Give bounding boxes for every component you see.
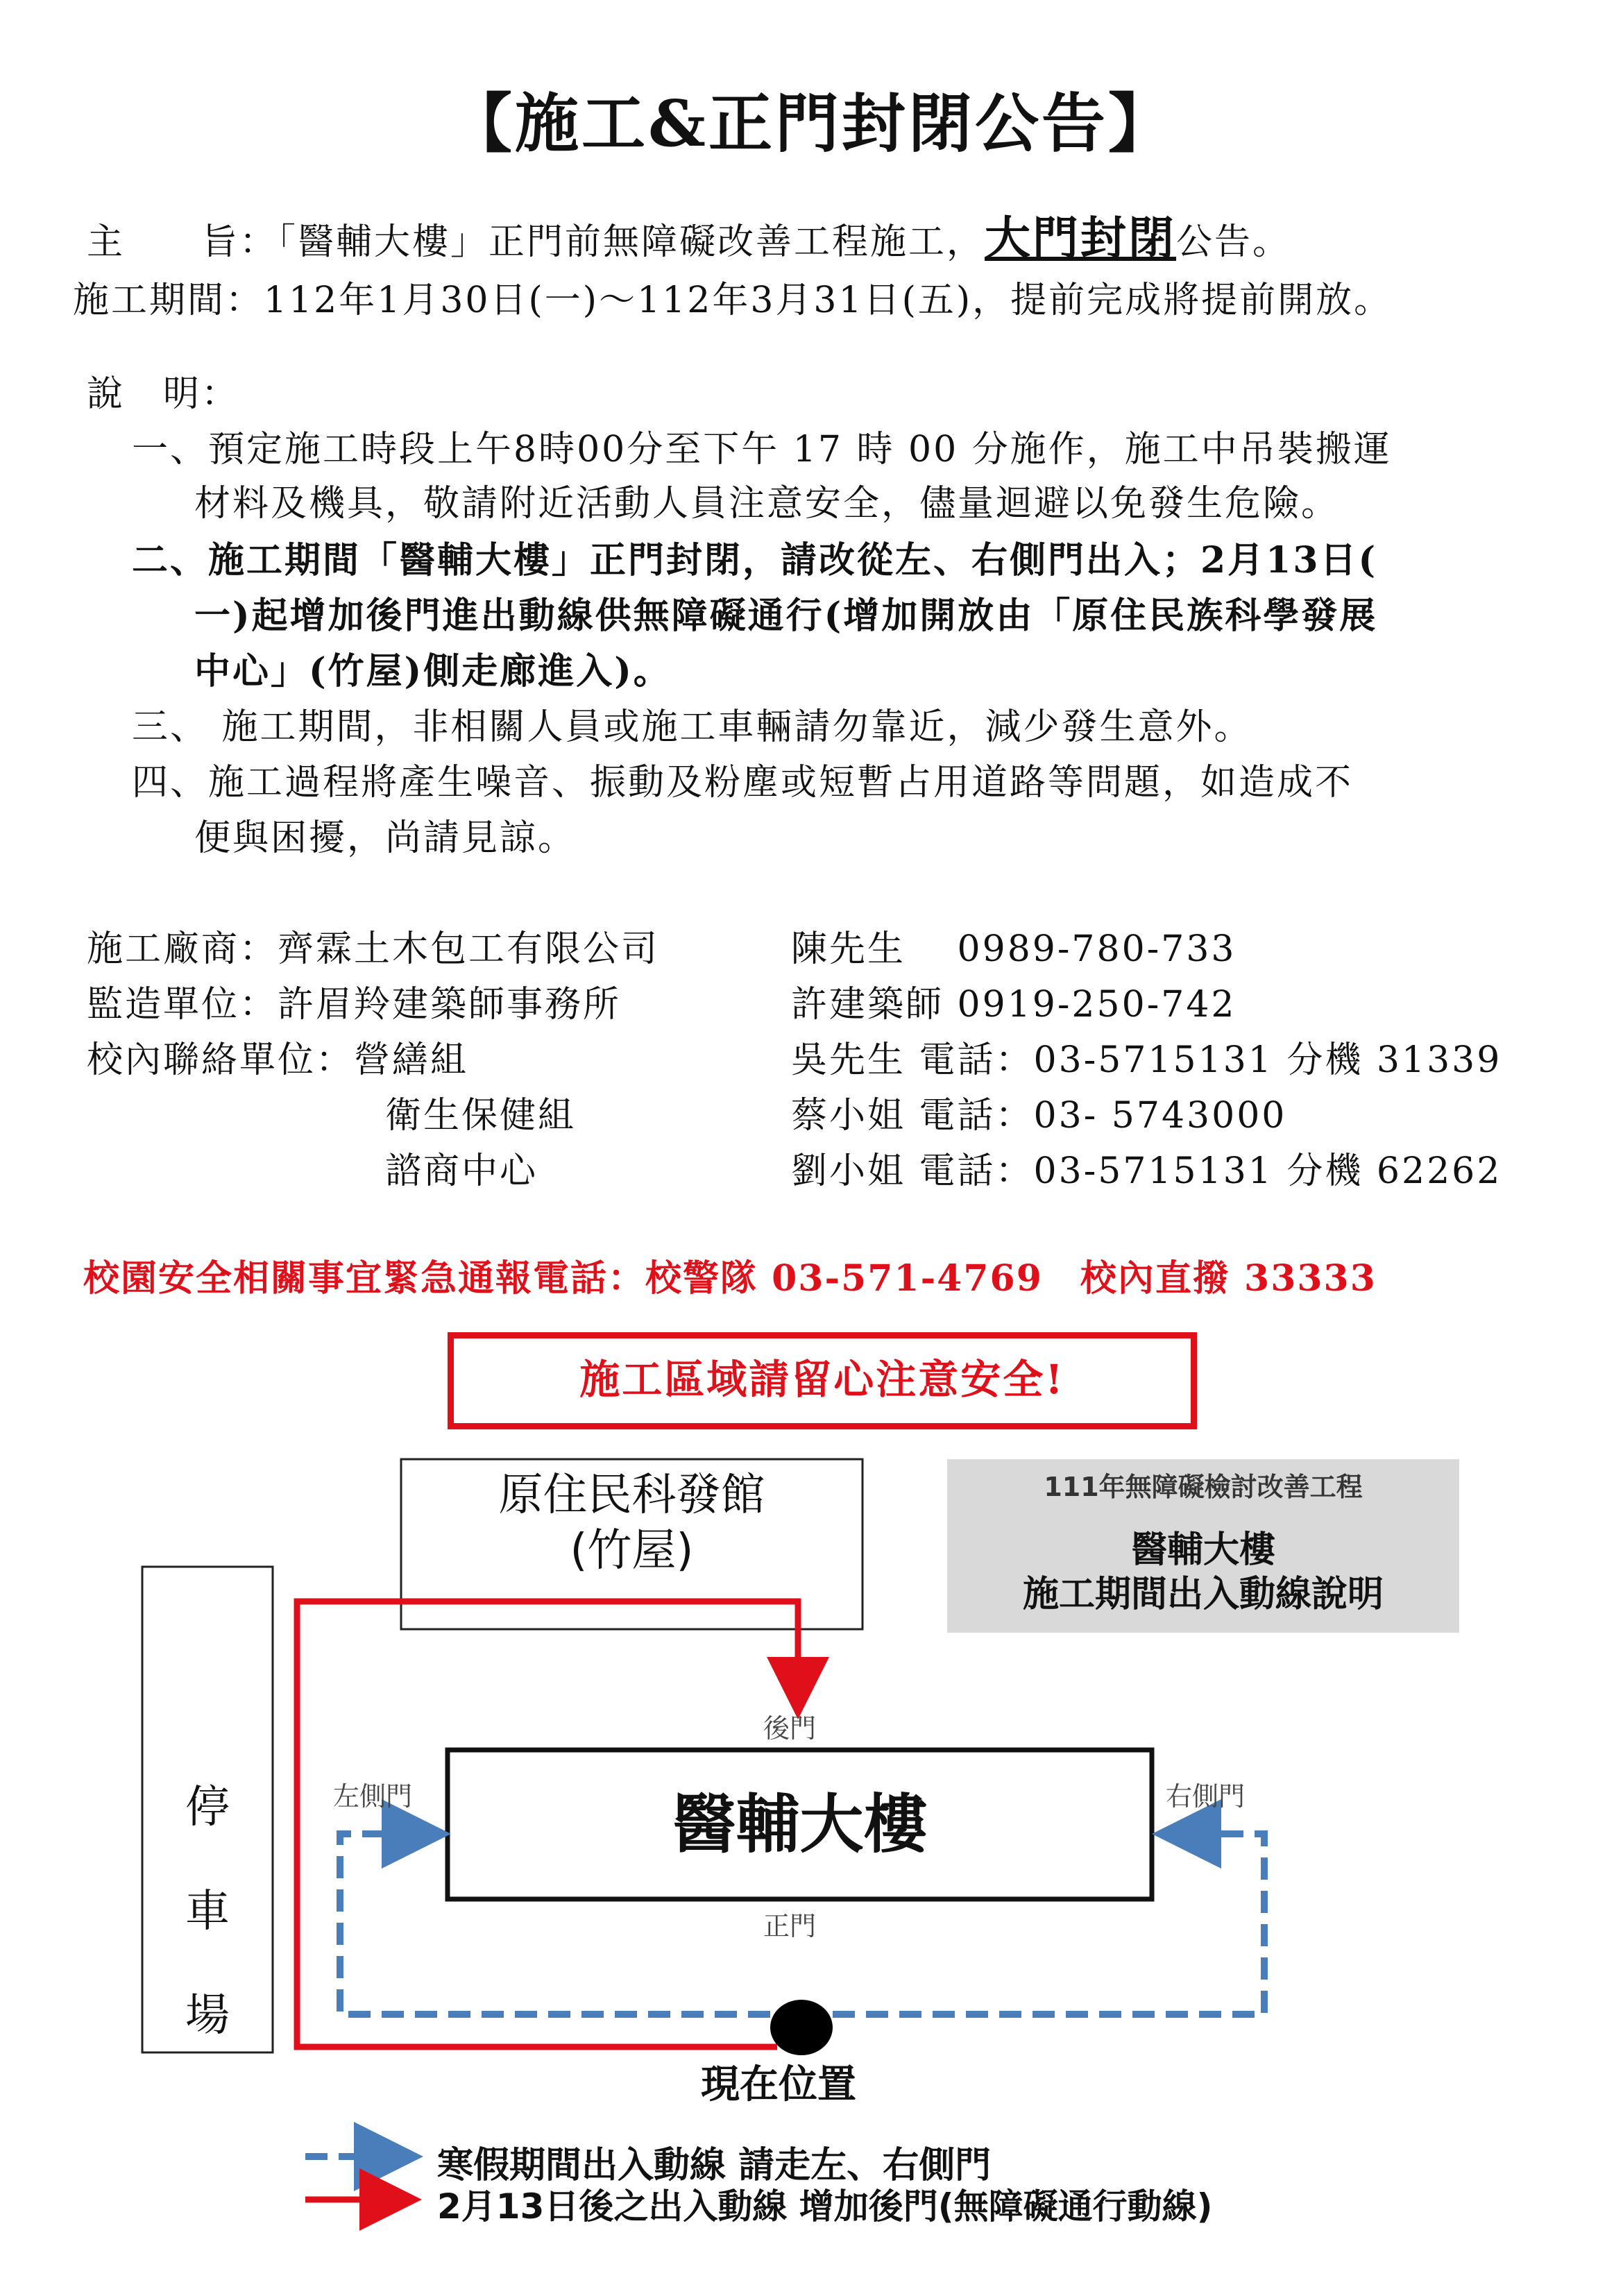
- emergency-phone-line: 校園安全相關事宜緊急通報電話：校警隊 03-571-4769 校內直撥 33333: [83, 1257, 1377, 1300]
- note-1-line-1: 一、預定施工時段上午8時00分至下午 17 時 00 分施作，施工中吊裝搬運: [132, 429, 1392, 470]
- parking-char-3: 場: [185, 1990, 230, 2041]
- parking-lot-label: [142, 1755, 273, 2068]
- contact-contractor-person: 陳先生 0989-780-733: [791, 928, 1237, 970]
- project-info-label: [947, 1470, 1459, 1617]
- contact-health-person: 蔡小姐 電話：03- 5743000: [791, 1095, 1287, 1137]
- front-door-label: 正門: [763, 1911, 817, 1941]
- subject-tail: 公告。: [1176, 221, 1291, 263]
- subject-text: 「醫輔大樓」正門前無障礙改善工程施工，: [278, 221, 985, 263]
- contact-supervisor-person: 許建築師 0919-250-742: [791, 984, 1237, 1026]
- notes-label: 說 明：: [87, 373, 240, 415]
- note-4-line-2: 便與困擾，尚請見諒。: [194, 817, 577, 859]
- contact-contractor: 施工廠商：齊霖土木包工有限公司: [87, 928, 660, 970]
- legend-blue-text: 寒假期間出入動線 請走左、右側門: [437, 2145, 992, 2186]
- note-2-line-2: 一)起增加後門進出動線供無障礙通行(增加開放由「原住民族科學發展: [194, 595, 1378, 637]
- page-title: 【施工&正門封閉公告】: [448, 86, 1175, 161]
- back-door-label: 後門: [763, 1713, 817, 1744]
- contact-counseling-unit: 諮商中心: [385, 1150, 538, 1192]
- construction-period: 施工期間：112年1月30日(一)～112年3月31日(五)，提前完成將提前開放。: [73, 280, 1393, 321]
- subject-label: 主 旨：: [87, 221, 278, 263]
- project-info-line-2: 醫輔大樓: [1130, 1529, 1275, 1571]
- subject-emphasis: 大門封閉: [985, 211, 1177, 265]
- note-2-line-3: 中心」(竹屋)側走廊進入)。: [194, 650, 672, 692]
- left-door-label: 左側門: [333, 1781, 413, 1812]
- bamboo-house-line-1: 原住民科發館: [498, 1470, 765, 1521]
- building-label: 醫輔大樓: [672, 1787, 928, 1862]
- current-position-marker: [770, 2000, 833, 2055]
- note-2-line-1: 二、施工期間「醫輔大樓」正門封閉，請改從左、右側門出入；2月13日(: [132, 539, 1378, 581]
- safety-warning-box: 施工區域請留心注意安全!: [448, 1332, 1197, 1429]
- contact-health-unit: 衛生保健組: [385, 1095, 577, 1137]
- contact-counseling-person: 劉小姐 電話：03-5715131 分機 62262: [791, 1150, 1502, 1192]
- bamboo-house-line-2: (竹屋): [570, 1525, 694, 1576]
- legend-red-text: 2月13日後之出入動線 增加後門(無障礙通行動線): [437, 2186, 1213, 2227]
- note-4-line-1: 四、施工過程將產生噪音、振動及粉塵或短暫占用道路等問題，如造成不: [132, 762, 1354, 803]
- parking-char-1: 停: [185, 1782, 230, 1833]
- project-info-line-3: 施工期間出入動線說明: [1022, 1574, 1384, 1615]
- contact-supervisor: 監造單位：許眉羚建築師事務所: [87, 984, 622, 1026]
- contact-campus-person: 吳先生 電話：03-5715131 分機 31339: [791, 1039, 1502, 1081]
- note-3-line-1: 三、 施工期間，非相關人員或施工車輛請勿靠近，減少發生意外。: [132, 706, 1252, 748]
- parking-char-2: 車: [185, 1886, 230, 1937]
- project-info-line-1: 111年無障礙檢討改善工程: [1044, 1472, 1363, 1502]
- bamboo-house-label: [401, 1468, 863, 1579]
- current-position-label: 現在位置: [701, 2062, 856, 2107]
- note-1-line-2: 材料及機具，敬請附近活動人員注意安全，儘量迴避以免發生危險。: [194, 483, 1340, 525]
- right-door-label: 右側門: [1166, 1781, 1246, 1812]
- contact-campus-unit: 校內聯絡單位：營繕組: [87, 1039, 469, 1081]
